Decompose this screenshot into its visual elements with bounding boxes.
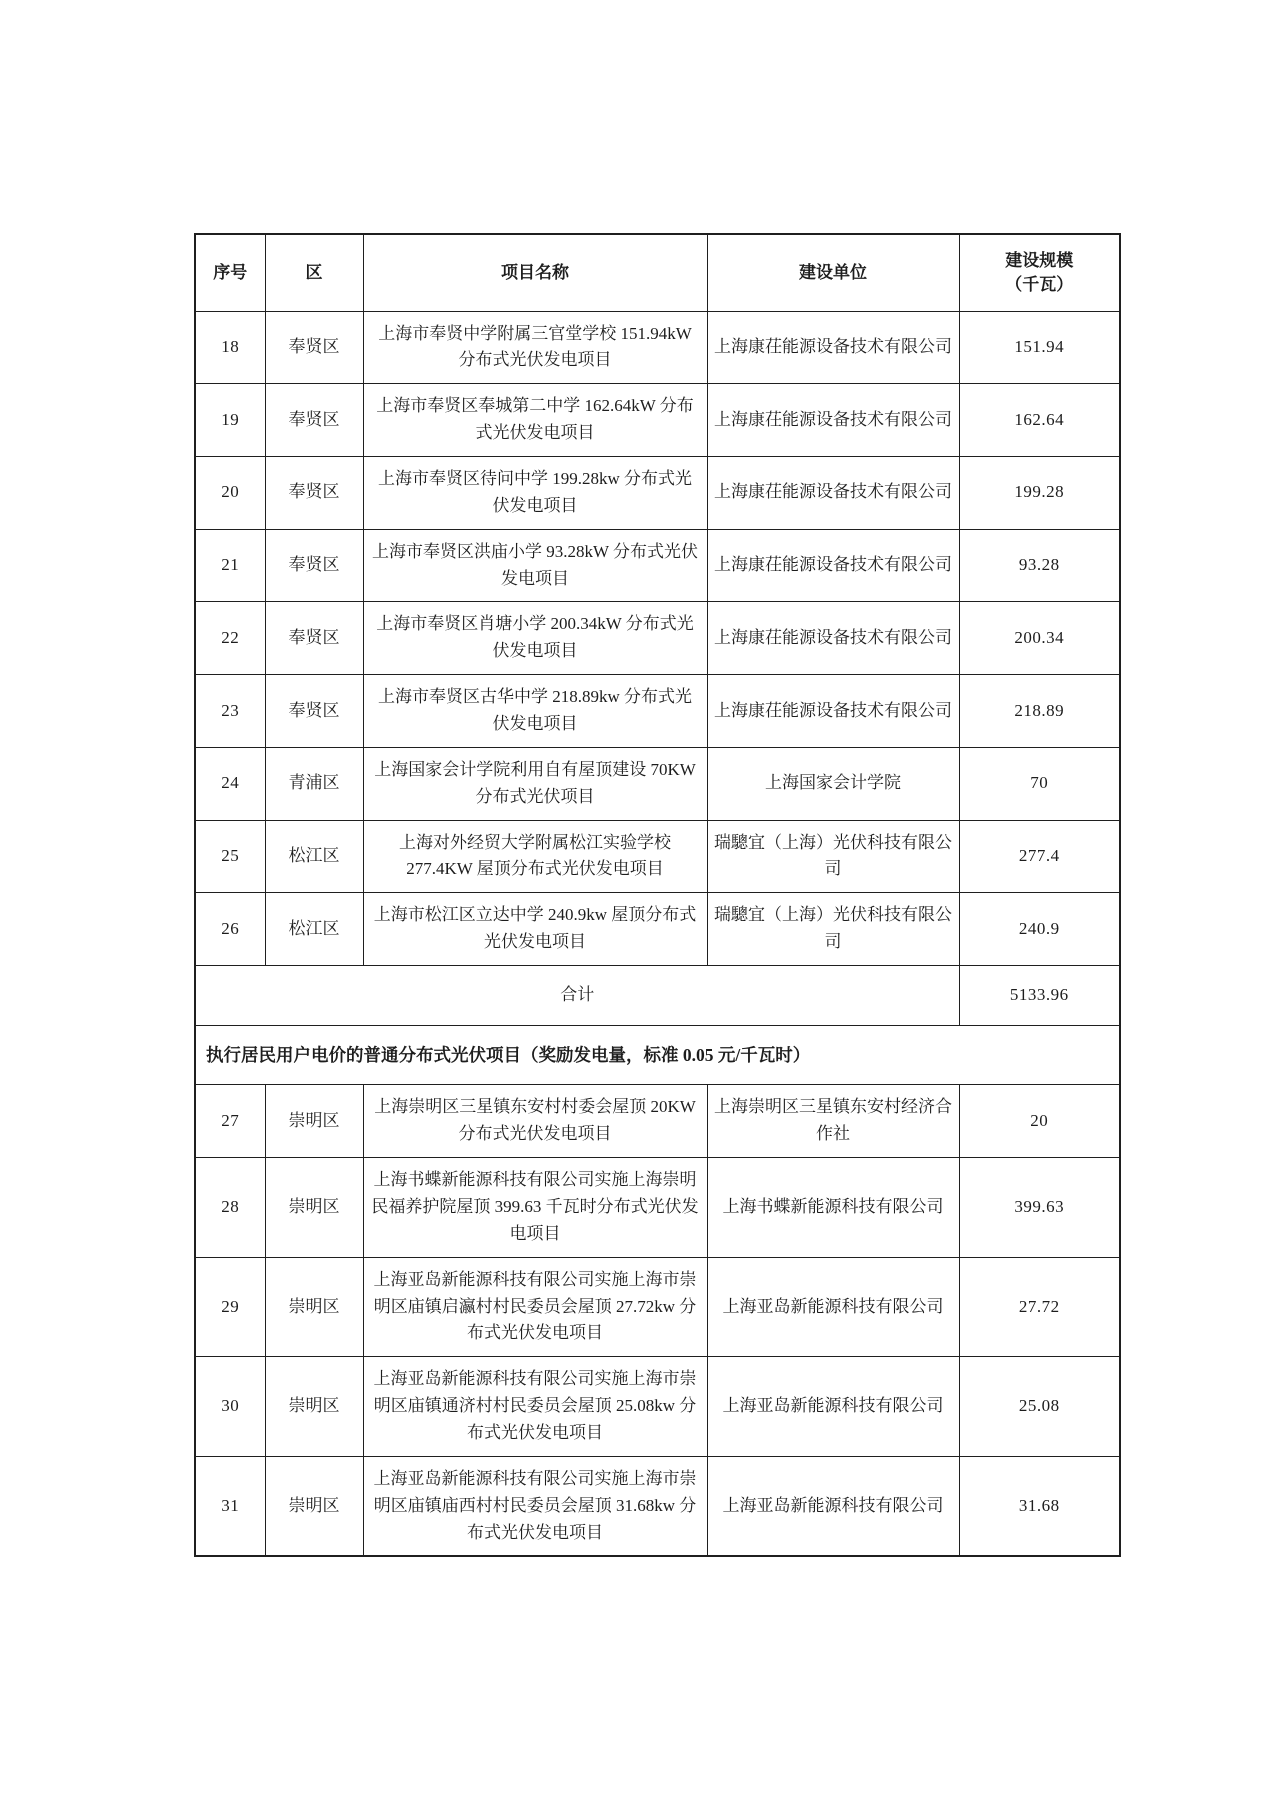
project-name-cell: 上海亚岛新能源科技有限公司实施上海市崇明区庙镇通济村村民委员会屋顶 25.08kw 分布式光伏发电项目 bbox=[363, 1357, 707, 1457]
project-name-cell: 上海市奉贤区奉城第二中学 162.64kW 分布式光伏发电项目 bbox=[363, 384, 707, 457]
project-row bbox=[195, 893, 1120, 966]
district-cell: 崇明区 bbox=[265, 1456, 363, 1556]
company-cell: 上海康茌能源设备技术有限公司 bbox=[707, 457, 959, 530]
column-header-scale-line2: （千瓦） bbox=[1005, 274, 1074, 294]
section-header-cell: 执行居民用户电价的普通分布式光伏项目（奖励发电量，标准 0.05 元/千瓦时） bbox=[195, 1025, 1120, 1085]
row-number-cell: 23 bbox=[195, 675, 265, 748]
scale-cell: 199.28 bbox=[959, 457, 1120, 530]
project-name-cell: 上海对外经贸大学附属松江实验学校 277.4KW 屋顶分布式光伏发电项目 bbox=[363, 820, 707, 893]
project-name-cell: 上海亚岛新能源科技有限公司实施上海市崇明区庙镇启瀛村村民委员会屋顶 27.72kw 分布式光伏发电项目 bbox=[363, 1257, 707, 1357]
project-row bbox=[195, 1456, 1120, 1556]
district-cell: 奉贤区 bbox=[265, 384, 363, 457]
row-number-cell: 31 bbox=[195, 1456, 265, 1556]
company-cell: 上海崇明区三星镇东安村经济合作社 bbox=[707, 1085, 959, 1158]
column-header-company: 建设单位 bbox=[707, 234, 959, 311]
company-cell: 上海国家会计学院 bbox=[707, 747, 959, 820]
total-value-cell: 5133.96 bbox=[959, 966, 1120, 1026]
section2-body bbox=[195, 1085, 1120, 1557]
project-row bbox=[195, 529, 1120, 602]
column-header-district: 区 bbox=[265, 234, 363, 311]
company-cell: 瑞驄宜（上海）光伏科技有限公司 bbox=[707, 820, 959, 893]
scale-cell: 31.68 bbox=[959, 1456, 1120, 1556]
table-header bbox=[195, 234, 1120, 311]
scale-cell: 399.63 bbox=[959, 1158, 1120, 1258]
row-number-cell: 20 bbox=[195, 457, 265, 530]
scale-cell: 218.89 bbox=[959, 675, 1120, 748]
project-row bbox=[195, 747, 1120, 820]
company-cell: 上海康茌能源设备技术有限公司 bbox=[707, 311, 959, 384]
summary-body bbox=[195, 966, 1120, 1085]
project-row bbox=[195, 384, 1120, 457]
row-number-cell: 21 bbox=[195, 529, 265, 602]
company-cell: 上海康茌能源设备技术有限公司 bbox=[707, 384, 959, 457]
scale-cell: 20 bbox=[959, 1085, 1120, 1158]
project-row bbox=[195, 675, 1120, 748]
row-number-cell: 28 bbox=[195, 1158, 265, 1258]
scale-cell: 151.94 bbox=[959, 311, 1120, 384]
header-row bbox=[195, 234, 1120, 311]
district-cell: 奉贤区 bbox=[265, 311, 363, 384]
row-number-cell: 18 bbox=[195, 311, 265, 384]
row-number-cell: 26 bbox=[195, 893, 265, 966]
project-row bbox=[195, 457, 1120, 530]
district-cell: 奉贤区 bbox=[265, 529, 363, 602]
project-name-cell: 上海国家会计学院利用自有屋顶建设 70KW 分布式光伏项目 bbox=[363, 747, 707, 820]
column-header-scale-line1: 建设规模 bbox=[1005, 251, 1074, 270]
row-number-cell: 22 bbox=[195, 602, 265, 675]
section-header-row bbox=[195, 1025, 1120, 1085]
row-number-cell: 25 bbox=[195, 820, 265, 893]
projects-table bbox=[194, 233, 1121, 1557]
project-name-cell: 上海市奉贤区待问中学 199.28kw 分布式光伏发电项目 bbox=[363, 457, 707, 530]
column-header-index: 序号 bbox=[195, 234, 265, 311]
project-name-cell: 上海市奉贤中学附属三官堂学校 151.94kW 分布式光伏发电项目 bbox=[363, 311, 707, 384]
district-cell: 青浦区 bbox=[265, 747, 363, 820]
scale-cell: 25.08 bbox=[959, 1357, 1120, 1457]
column-header-project-name: 项目名称 bbox=[363, 234, 707, 311]
company-cell: 瑞驄宜（上海）光伏科技有限公司 bbox=[707, 893, 959, 966]
project-row bbox=[195, 1085, 1120, 1158]
section1-body bbox=[195, 311, 1120, 965]
district-cell: 奉贤区 bbox=[265, 602, 363, 675]
district-cell: 崇明区 bbox=[265, 1257, 363, 1357]
district-cell: 奉贤区 bbox=[265, 675, 363, 748]
district-cell: 崇明区 bbox=[265, 1158, 363, 1258]
district-cell: 崇明区 bbox=[265, 1085, 363, 1158]
row-number-cell: 24 bbox=[195, 747, 265, 820]
company-cell: 上海书蝶新能源科技有限公司 bbox=[707, 1158, 959, 1258]
project-row bbox=[195, 1257, 1120, 1357]
project-row bbox=[195, 1357, 1120, 1457]
project-row bbox=[195, 820, 1120, 893]
district-cell: 奉贤区 bbox=[265, 457, 363, 530]
project-row bbox=[195, 1158, 1120, 1258]
row-number-cell: 29 bbox=[195, 1257, 265, 1357]
scale-cell: 277.4 bbox=[959, 820, 1120, 893]
scale-cell: 70 bbox=[959, 747, 1120, 820]
company-cell: 上海亚岛新能源科技有限公司 bbox=[707, 1456, 959, 1556]
project-name-cell: 上海市奉贤区肖塘小学 200.34kW 分布式光伏发电项目 bbox=[363, 602, 707, 675]
project-name-cell: 上海市奉贤区洪庙小学 93.28kW 分布式光伏发电项目 bbox=[363, 529, 707, 602]
company-cell: 上海亚岛新能源科技有限公司 bbox=[707, 1357, 959, 1457]
scale-cell: 27.72 bbox=[959, 1257, 1120, 1357]
project-row bbox=[195, 311, 1120, 384]
row-number-cell: 30 bbox=[195, 1357, 265, 1457]
district-cell: 松江区 bbox=[265, 820, 363, 893]
project-name-cell: 上海市奉贤区古华中学 218.89kw 分布式光伏发电项目 bbox=[363, 675, 707, 748]
scale-cell: 93.28 bbox=[959, 529, 1120, 602]
total-label-cell: 合计 bbox=[195, 966, 959, 1026]
scale-cell: 200.34 bbox=[959, 602, 1120, 675]
project-row bbox=[195, 602, 1120, 675]
project-name-cell: 上海亚岛新能源科技有限公司实施上海市崇明区庙镇庙西村村民委员会屋顶 31.68kw 分布式光伏发电项目 bbox=[363, 1456, 707, 1556]
scale-cell: 162.64 bbox=[959, 384, 1120, 457]
company-cell: 上海康茌能源设备技术有限公司 bbox=[707, 529, 959, 602]
project-name-cell: 上海市松江区立达中学 240.9kw 屋顶分布式光伏发电项目 bbox=[363, 893, 707, 966]
district-cell: 松江区 bbox=[265, 893, 363, 966]
row-number-cell: 19 bbox=[195, 384, 265, 457]
scale-cell: 240.9 bbox=[959, 893, 1120, 966]
column-header-scale bbox=[959, 234, 1120, 311]
project-name-cell: 上海崇明区三星镇东安村村委会屋顶 20KW 分布式光伏发电项目 bbox=[363, 1085, 707, 1158]
company-cell: 上海康茌能源设备技术有限公司 bbox=[707, 602, 959, 675]
row-number-cell: 27 bbox=[195, 1085, 265, 1158]
district-cell: 崇明区 bbox=[265, 1357, 363, 1457]
company-cell: 上海亚岛新能源科技有限公司 bbox=[707, 1257, 959, 1357]
project-name-cell: 上海书蝶新能源科技有限公司实施上海崇明民福养护院屋顶 399.63 千瓦时分布式光伏发电项目 bbox=[363, 1158, 707, 1258]
total-row bbox=[195, 966, 1120, 1026]
company-cell: 上海康茌能源设备技术有限公司 bbox=[707, 675, 959, 748]
